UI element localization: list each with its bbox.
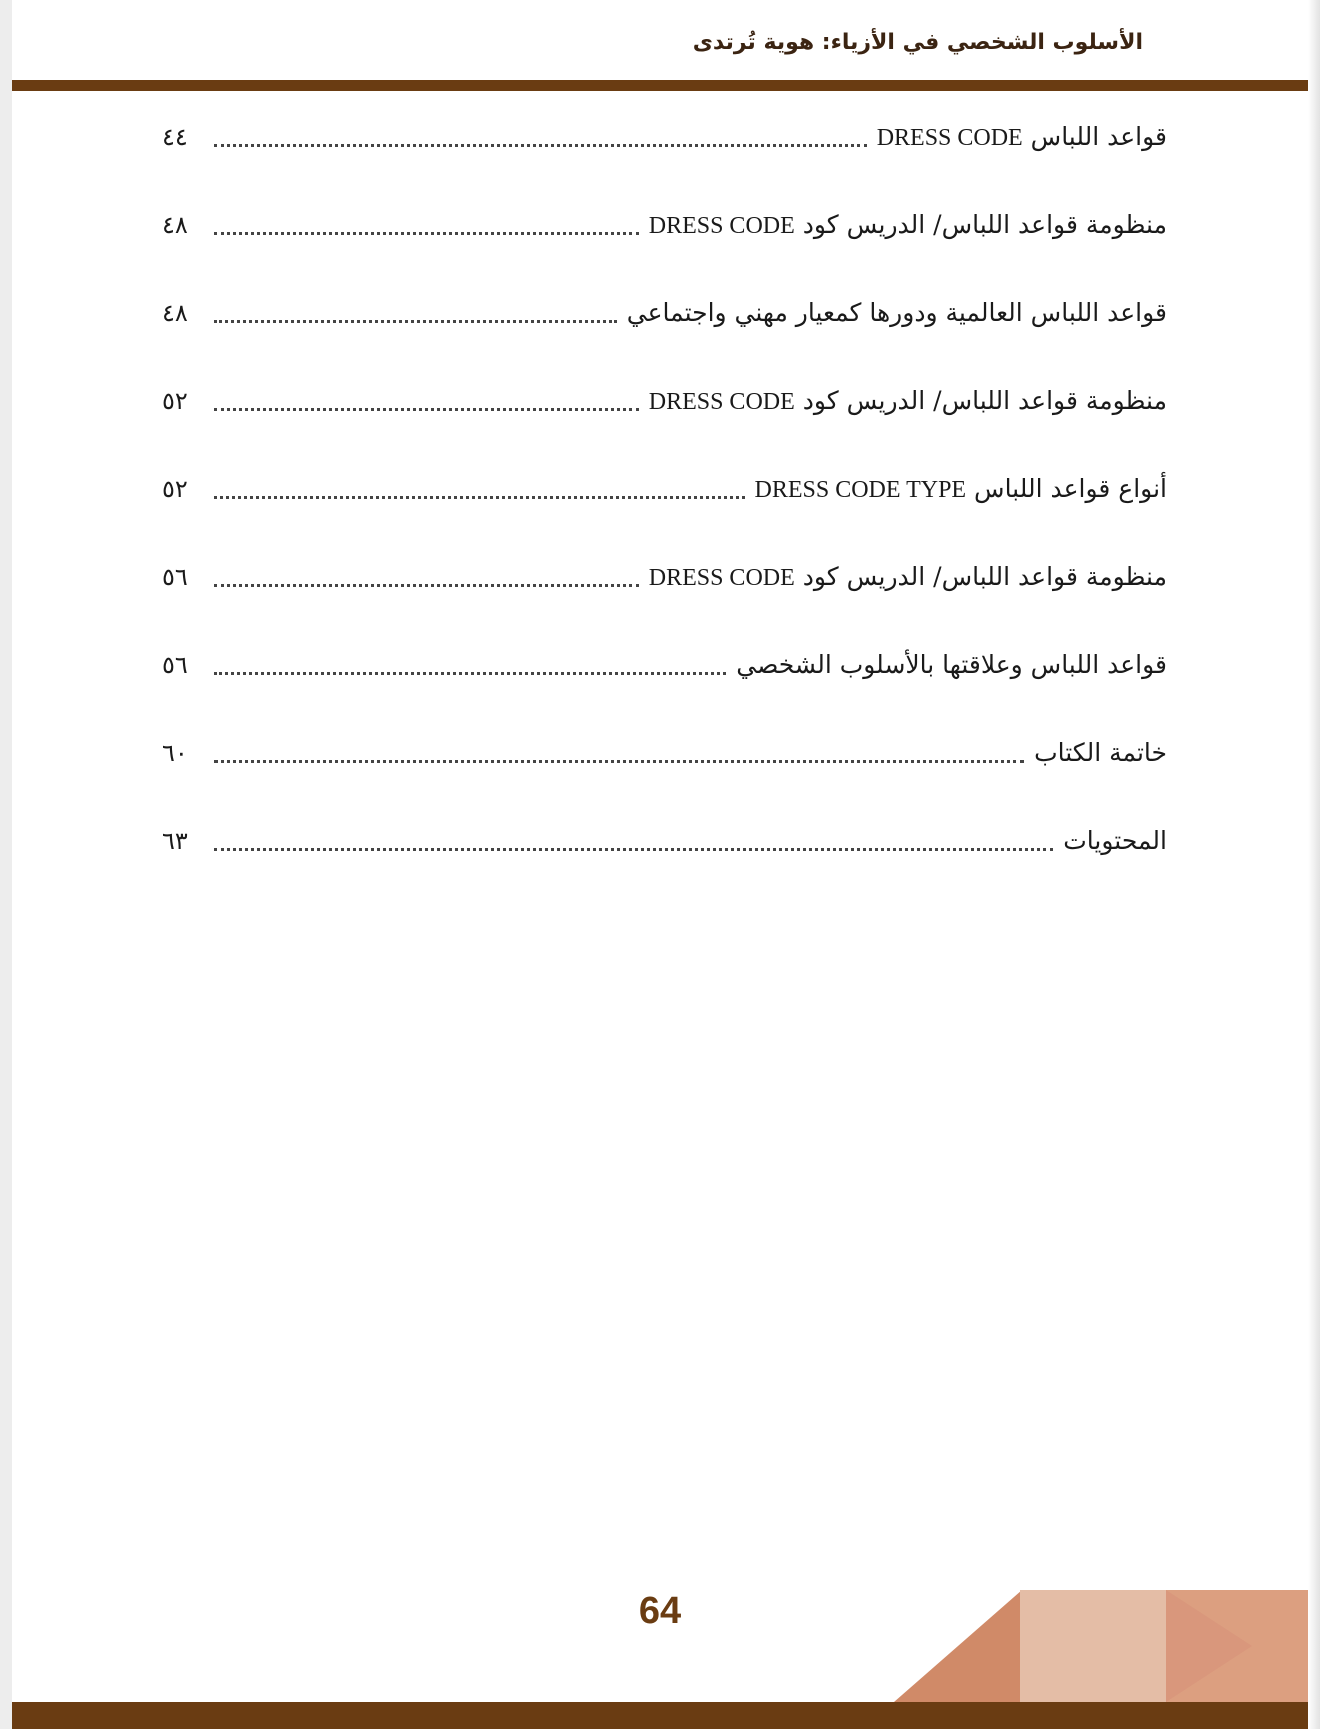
toc-entry-title <box>1034 736 1167 770</box>
toc-entry-title-text: منظومة قواعد اللباس/ الدريس كود <box>802 562 1167 591</box>
toc-entry-latin-term: DRESS CODE <box>876 125 1023 151</box>
dot-leader <box>214 296 617 323</box>
running-header: الأسلوب الشخصي في الأزياء: هوية تُرتدى <box>692 30 1143 55</box>
dot-leader <box>214 560 639 587</box>
toc-entry-title-text: منظومة قواعد اللباس/ الدريس كود <box>802 210 1167 239</box>
dot-leader <box>214 120 867 147</box>
dot-leader <box>214 824 1053 851</box>
toc-entry-title <box>755 472 1168 507</box>
footer-rule <box>12 1702 1308 1729</box>
dot-leader <box>214 208 639 235</box>
toc-entry-title <box>736 648 1167 682</box>
toc-entry[interactable] <box>162 736 1167 824</box>
toc-entry-title-text: قواعد اللباس وعلاقتها بالأسلوب الشخصي <box>736 650 1167 679</box>
dot-leader <box>214 736 1024 763</box>
toc-entry[interactable] <box>162 208 1167 296</box>
toc-entry-title-text: قواعد اللباس العالمية ودورها كمعيار مهني واجتماعي <box>626 298 1167 327</box>
toc-entry-page-number: ٥٢ <box>162 475 188 503</box>
toc-entry-title-text: أنواع قواعد اللباس <box>974 474 1167 503</box>
toc-entry-title <box>649 560 1167 595</box>
toc-entry-title-text: المحتويات <box>1063 826 1167 855</box>
decoration-triangle-dark <box>894 1590 1022 1702</box>
toc-entry[interactable] <box>162 472 1167 560</box>
toc-entry-latin-term: DRESS CODE <box>648 213 795 239</box>
toc-entry-title-text: قواعد اللباس <box>1030 122 1167 151</box>
book-page <box>12 0 1308 1729</box>
toc-entry-page-number: ٥٢ <box>162 387 188 415</box>
table-of-contents <box>162 120 1167 912</box>
toc-entry-page-number: ٤٨ <box>162 211 188 239</box>
toc-entry[interactable] <box>162 824 1167 912</box>
toc-entry-latin-term: DRESS CODE <box>648 389 795 415</box>
page-number: 64 <box>638 1590 682 1632</box>
dot-leader <box>214 384 639 411</box>
page-edge-shadow <box>1308 0 1320 1729</box>
toc-entry-title <box>649 384 1167 419</box>
toc-entry[interactable] <box>162 648 1167 736</box>
toc-entry[interactable] <box>162 120 1167 208</box>
header-rule <box>12 80 1308 91</box>
toc-entry-page-number: ٦٠ <box>162 739 188 767</box>
decoration-band-light <box>1020 1590 1166 1702</box>
toc-entry-title-text: خاتمة الكتاب <box>1034 738 1167 767</box>
toc-entry-page-number: ٥٦ <box>162 563 188 591</box>
toc-entry-page-number: ٥٦ <box>162 651 188 679</box>
toc-entry[interactable] <box>162 296 1167 384</box>
dot-leader <box>214 648 726 675</box>
toc-entry-title <box>877 120 1167 155</box>
toc-entry-page-number: ٦٣ <box>162 827 188 855</box>
toc-entry-page-number: ٤٨ <box>162 299 188 327</box>
toc-entry[interactable] <box>162 560 1167 648</box>
dot-leader <box>214 472 745 499</box>
toc-entry-latin-term: DRESS CODE TYPE <box>754 477 967 503</box>
toc-entry-latin-term: DRESS CODE <box>648 565 795 591</box>
toc-entry-title <box>649 208 1167 243</box>
toc-entry-title <box>1063 824 1167 858</box>
toc-entry[interactable] <box>162 384 1167 472</box>
toc-entry-page-number: ٤٤ <box>162 123 188 151</box>
toc-entry-title-text: منظومة قواعد اللباس/ الدريس كود <box>802 386 1167 415</box>
toc-entry-title <box>627 296 1167 330</box>
